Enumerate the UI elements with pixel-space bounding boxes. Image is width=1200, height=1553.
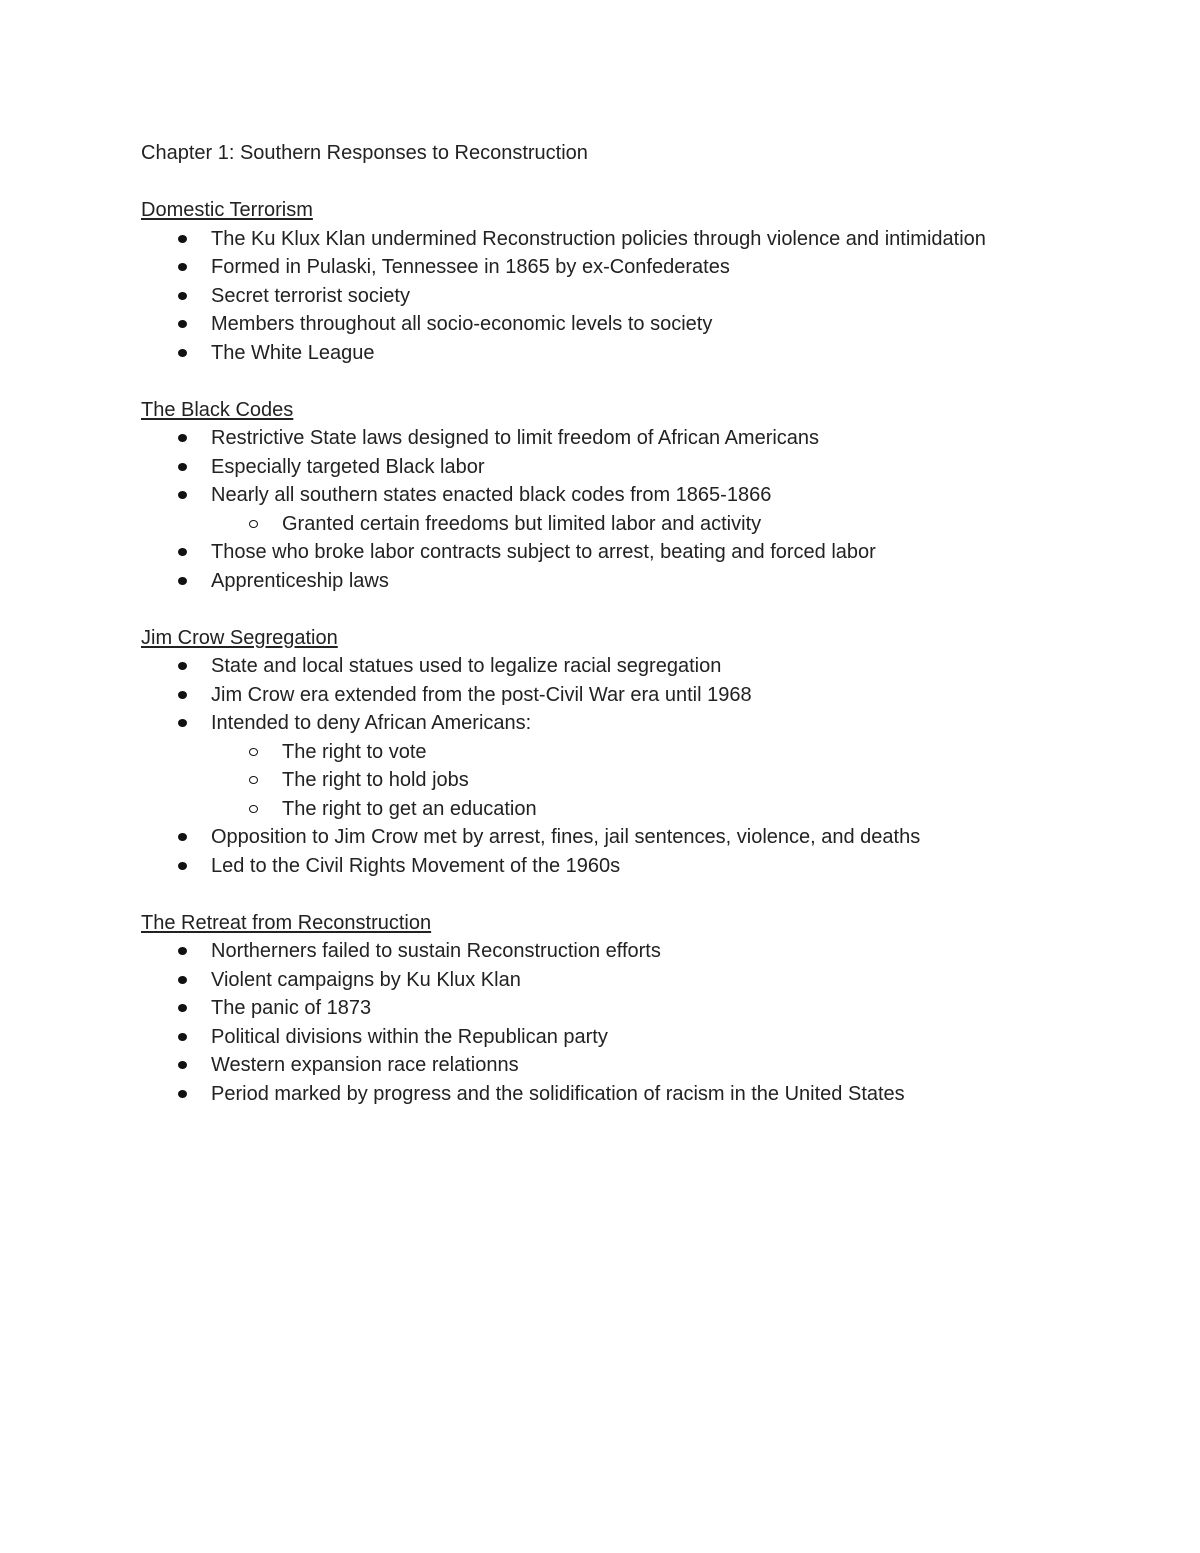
filled-circle-bullet-icon: [178, 862, 187, 870]
list-item-text: Nearly all southern states enacted black codes from 1865-1866: [211, 484, 772, 506]
document-body: [141, 196, 1101, 1108]
list-item-text: Period marked by progress and the solidification of racism in the United States: [211, 1082, 905, 1105]
list-item: [141, 966, 1101, 995]
list-item-text: Opposition to Jim Crow met by arrest, fines, jail sentences, violence, and deaths: [211, 826, 921, 848]
hollow-circle-bullet-icon: [249, 520, 258, 528]
filled-circle-bullet-icon: [178, 292, 187, 300]
list-item-text: Members throughout all socio-economic levels to society: [211, 313, 713, 335]
list-item: [141, 424, 1101, 453]
sub-list-item: [141, 795, 1101, 824]
filled-circle-bullet-icon: [178, 235, 187, 243]
sub-list-item: [141, 738, 1101, 767]
filled-circle-bullet-icon: [178, 976, 187, 984]
filled-circle-bullet-icon: [178, 1090, 187, 1098]
list-item: [141, 225, 1101, 254]
list-item: [141, 538, 1101, 567]
list-item-text: Violent campaigns by Ku Klux Klan: [211, 968, 521, 991]
section-spacer: [141, 367, 1101, 396]
list-item: [141, 1051, 1101, 1080]
section-spacer: [141, 595, 1101, 624]
list-item-text: The right to hold jobs: [282, 769, 469, 791]
bullet-list: [141, 225, 1101, 368]
filled-circle-bullet-icon: [178, 1033, 187, 1041]
list-item: [141, 453, 1101, 482]
bullet-list: [141, 937, 1101, 1108]
list-item: [141, 339, 1101, 368]
list-item: [141, 937, 1101, 966]
filled-circle-bullet-icon: [178, 719, 187, 727]
bullet-list: [141, 424, 1101, 595]
list-item: [141, 481, 1101, 510]
filled-circle-bullet-icon: [178, 320, 187, 328]
hollow-circle-bullet-icon: [249, 805, 258, 813]
section: [141, 196, 1101, 396]
title-spacer: [141, 168, 1101, 197]
filled-circle-bullet-icon: [178, 463, 187, 471]
list-item: [141, 1023, 1101, 1052]
list-item: [141, 709, 1101, 738]
list-item: [141, 681, 1101, 710]
filled-circle-bullet-icon: [178, 263, 187, 271]
hollow-circle-bullet-icon: [249, 748, 258, 756]
section: [141, 909, 1101, 1109]
list-item: [141, 253, 1101, 282]
list-item-text: The right to vote: [282, 740, 427, 763]
filled-circle-bullet-icon: [178, 577, 187, 585]
list-item-text: State and local statues used to legalize racial segregation: [211, 655, 722, 677]
list-item: [141, 567, 1101, 596]
list-item: [141, 994, 1101, 1023]
sub-list-item: [141, 766, 1101, 795]
section-spacer: [141, 880, 1101, 909]
list-item-text: Especially targeted Black labor: [211, 455, 485, 478]
list-item: [141, 282, 1101, 311]
document-title: Chapter 1: Southern Responses to Reconstruction: [141, 142, 588, 164]
hollow-circle-bullet-icon: [249, 776, 258, 784]
filled-circle-bullet-icon: [178, 491, 187, 499]
filled-circle-bullet-icon: [178, 1061, 187, 1069]
list-item-text: Apprenticeship laws: [211, 569, 389, 592]
list-item-text: The White League: [211, 341, 375, 364]
list-item-text: Secret terrorist society: [211, 284, 410, 307]
section: [141, 624, 1101, 909]
filled-circle-bullet-icon: [178, 662, 187, 670]
section-heading: Domestic Terrorism: [141, 199, 313, 221]
section-heading: The Black Codes: [141, 398, 294, 421]
filled-circle-bullet-icon: [178, 548, 187, 556]
list-item-text: Granted certain freedoms but limited labor and activity: [282, 512, 762, 535]
section-heading: Jim Crow Segregation: [141, 626, 338, 649]
filled-circle-bullet-icon: [178, 833, 187, 841]
list-item-text: Northerners failed to sustain Reconstruction efforts: [211, 940, 661, 962]
sub-list-item: [141, 510, 1101, 539]
document-page: [141, 139, 1101, 1108]
bullet-list: [141, 652, 1101, 880]
filled-circle-bullet-icon: [178, 434, 187, 442]
list-item: [141, 652, 1101, 681]
list-item-text: The Ku Klux Klan undermined Reconstruction policies through violence and intimidation: [211, 227, 986, 250]
section: [141, 396, 1101, 624]
filled-circle-bullet-icon: [178, 947, 187, 955]
list-item-text: Led to the Civil Rights Movement of the 1960s: [211, 854, 621, 877]
filled-circle-bullet-icon: [178, 349, 187, 357]
list-item: [141, 852, 1101, 881]
list-item: [141, 823, 1101, 852]
list-item-text: Restrictive State laws designed to limit freedom of African Americans: [211, 427, 820, 449]
list-item-text: Political divisions within the Republican party: [211, 1025, 608, 1048]
list-item: [141, 310, 1101, 339]
list-item-text: Formed in Pulaski, Tennessee in 1865 by ex-Confederates: [211, 256, 730, 278]
list-item: [141, 1080, 1101, 1109]
list-item-text: Western expansion race relationns: [211, 1054, 519, 1076]
list-item-text: Intended to deny African Americans:: [211, 712, 532, 734]
filled-circle-bullet-icon: [178, 1004, 187, 1012]
filled-circle-bullet-icon: [178, 691, 187, 699]
section-heading: The Retreat from Reconstruction: [141, 911, 432, 934]
list-item-text: Jim Crow era extended from the post-Civil War era until 1968: [211, 683, 752, 706]
list-item-text: Those who broke labor contracts subject to arrest, beating and forced labor: [211, 541, 876, 563]
list-item-text: The right to get an education: [282, 797, 537, 820]
list-item-text: The panic of 1873: [211, 997, 372, 1019]
